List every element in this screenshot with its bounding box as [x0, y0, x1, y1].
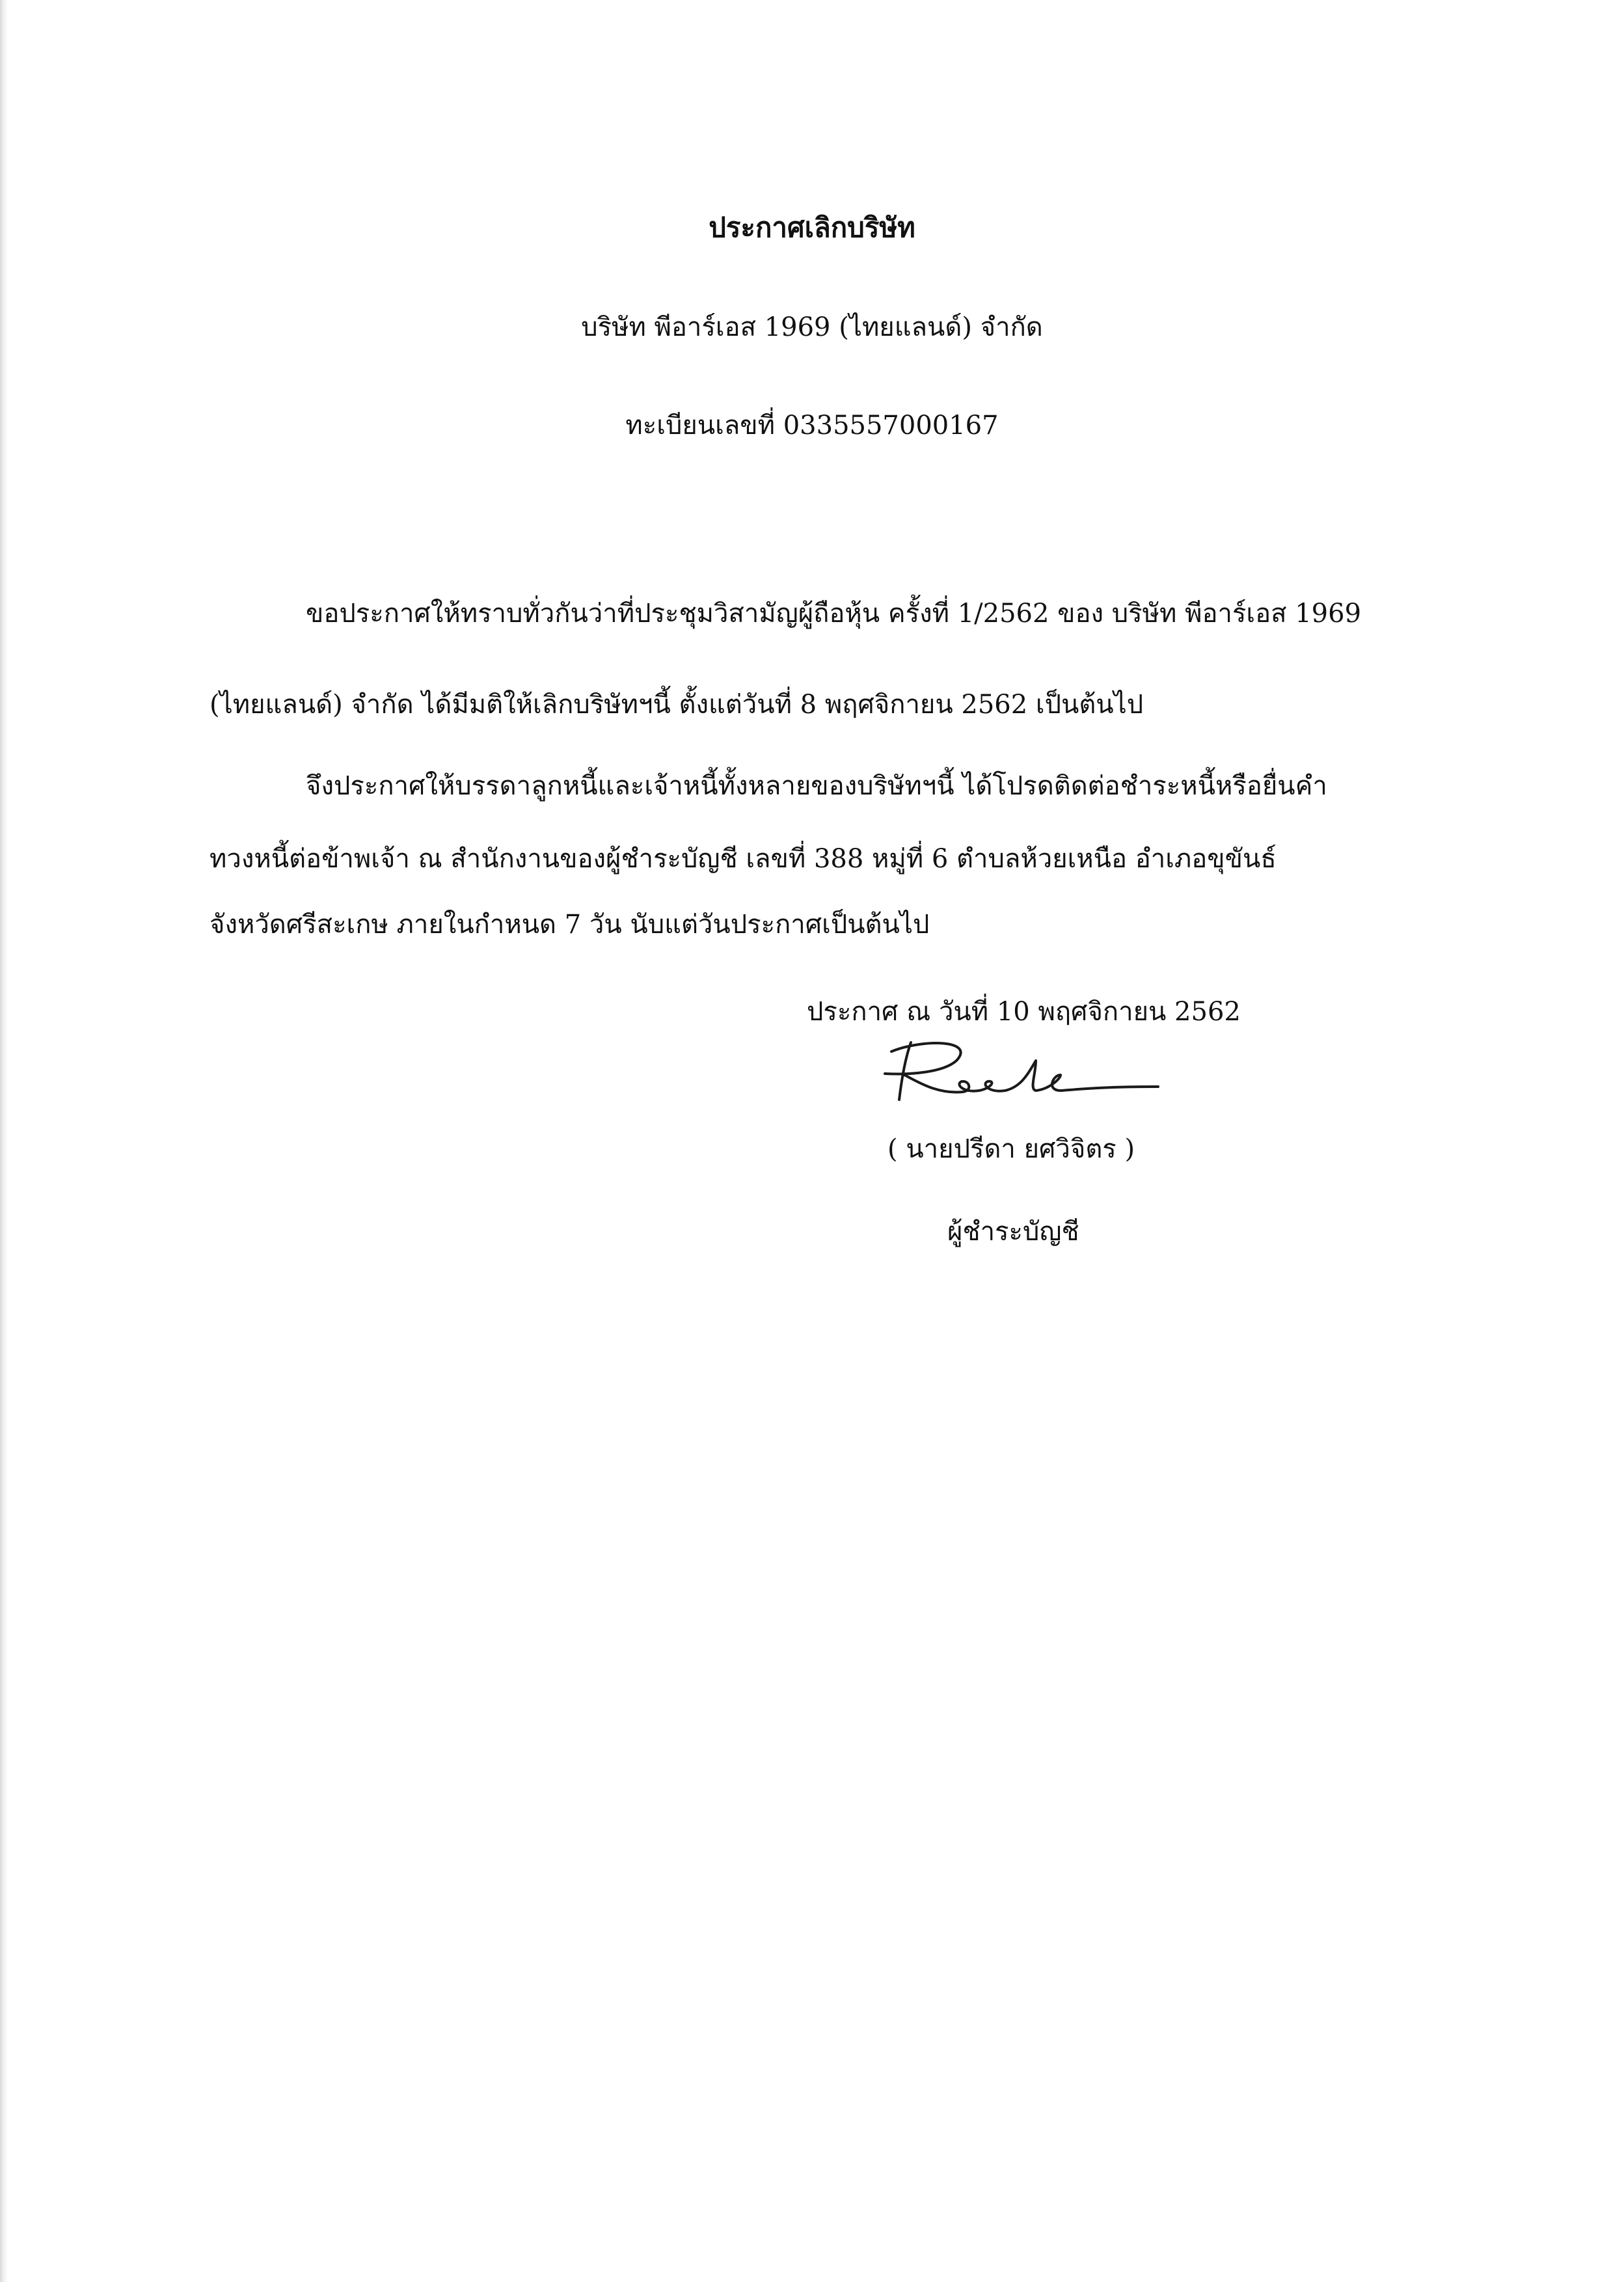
paragraph2-line2: ทวงหนี้ต่อข้าพเจ้า ณ สำนักงานของผู้ชำระบัญชี เลขที่ 388 หมู่ที่ 6 ตำบลห้วยเหนือ อำเภอขุขันธ์: [210, 844, 1277, 874]
signature: [865, 1035, 1165, 1106]
document-title: ประกาศเลิกบริษัท: [709, 211, 915, 243]
paragraph2-line3: จังหวัดศรีสะเกษ ภายในกำหนด 7 วัน นับแต่วันประกาศเป็นต้นไป: [210, 910, 930, 940]
paragraph1-line2: (ไทยแลนด์) จำกัด ได้มีมติให้เลิกบริษัทฯนี้ ตั้งแต่วันที่ 8 พฤศจิกายน 2562 เป็นต้นไป: [210, 690, 1144, 720]
paragraph2-line1: จึงประกาศให้บรรดาลูกหนี้และเจ้าหนี้ทั้งหลายของบริษัทฯนี้ ได้โปรดติดต่อชำระหนี้หรือยื่นคำ: [306, 771, 1327, 801]
signer-role: ผู้ชำระบัญชี: [947, 1217, 1079, 1247]
registration-number: ทะเบียนเลขที่ 0335557000167: [625, 411, 999, 441]
signer-name: ( นายปรีดา ยศวิจิตร ): [887, 1134, 1135, 1164]
announcement-date: ประกาศ ณ วันที่ 10 พฤศจิกายน 2562: [807, 997, 1241, 1027]
paragraph1-line1: ขอประกาศให้ทราบทั่วกันว่าที่ประชุมวิสามัญผู้ถือหุ้น ครั้งที่ 1/2562 ของ บริษัท พีอาร์เอส 1969: [306, 599, 1362, 629]
company-name: บริษัท พีอาร์เอส 1969 (ไทยแลนด์) จำกัด: [581, 312, 1043, 342]
